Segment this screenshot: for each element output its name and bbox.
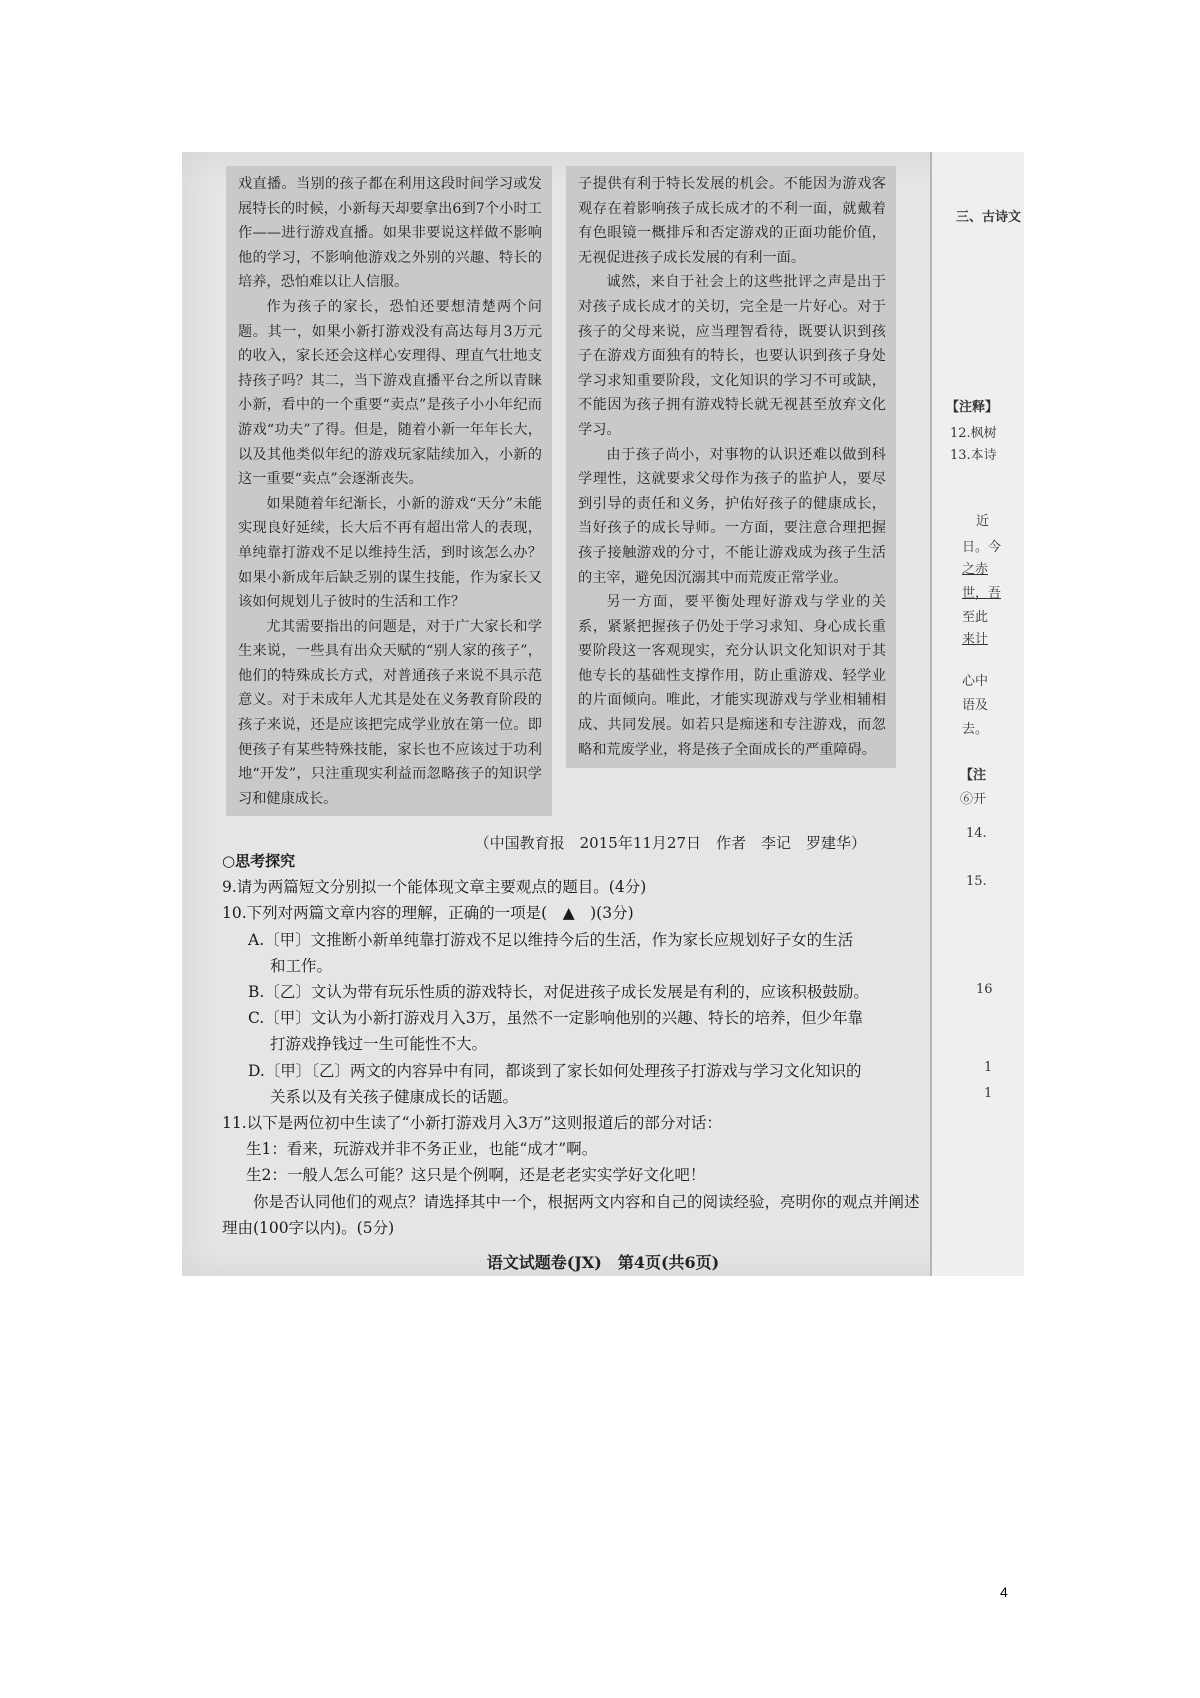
article-paragraph: 作为孩子的家长，恐怕还要想清楚两个问题。其一，如果小新打游戏没有高达每月3万元的收入，家长还会这样心安理得、理直气壮地支持孩子吗？其二，当下游戏直播平台之所以青睐小新，看中的一个重要“卖点”是孩子小小年纪而游戏“功夫”了得。但是，随着小新一年年长大，以及其他类似年纪的游戏玩家陆续加入，小新的这一重要“卖点”会逐渐丧失。	[238, 298, 542, 488]
question-10: 10.下列对两篇文章内容的理解，正确的一项是( ▲ )(3分)	[222, 904, 634, 923]
next-page-fragment: 1	[984, 1060, 993, 1075]
article-paragraph: 尤其需要指出的问题是，对于广大家长和学生来说，一些具有出众天赋的“别人家的孩子”，他们的特殊成长方式，对普通孩子来说不具示范意义。对于未成年人尤其是处在义务教育阶段的孩子来说，还是应该把完成学业放在第一位。即便孩子有某些特殊技能，家长也不应该过于功利地“开发”，只注重现实利益而忽略孩子的知识学习和健康成长。	[238, 618, 542, 807]
question-11-prompt: 你是否认同他们的观点？请选择其中一个，根据两文内容和自己的阅读经验，亮明你的观点并阐述理由(100字以内)。(5分)	[222, 1192, 920, 1237]
article-paragraph: 如果随着年纪渐长，小新的游戏“天分”未能实现良好延续，长大后不再有超出常人的表现，单纯靠打游戏不足以维持生活，到时该怎么办？如果小新成年后缺乏别的谋生技能，作为家长又该如何规划儿子彼时的生活和工作？	[238, 495, 542, 611]
next-page-fragment: 日。今	[962, 540, 1002, 555]
questions-section	[222, 848, 922, 1241]
next-page-fragment: 三、古诗文	[956, 210, 1022, 225]
adjacent-page-edge	[930, 152, 1024, 1276]
page-footer: 语文试题卷(JX) 第4页(共6页)	[486, 1253, 720, 1272]
next-page-fragment: 14.	[966, 826, 987, 841]
article-source-line: （中国教育报 2015年11月27日 作者 李记 罗建华）	[474, 834, 866, 852]
exam-page-photo	[182, 152, 1024, 1276]
option-b: B.〔乙〕文认为带有玩乐性质的游戏特长，对促进孩子成长发展是有利的，应该积极鼓励。	[248, 983, 869, 1002]
article-paragraph: 另一方面，要平衡处理好游戏与学业的关系，紧紧把握孩子仍处于学习求知、身心成长重要阶段这一客观现实，充分认识文化知识对于其他专长的基础性支撑作用，防止重游戏、轻学业的片面倾向。唯此，才能实现游戏与学业相辅相成、共同发展。如若只是痴迷和专注游戏，而忽略和荒废学业，将是孩子全面成长的严重障碍。	[578, 594, 886, 758]
article-jia-continued	[226, 166, 552, 816]
section-title: ○思考探究	[222, 852, 296, 870]
article-paragraph: 子提供有利于特长发展的机会。不能因为游戏客观存在着影响孩子成长成才的不利一面，就戴着有色眼镜一概排斥和否定游戏的正面功能价值，无视促进孩子成长发展的有利一面。	[578, 176, 886, 266]
question-11: 11.以下是两位初中生读了“小新打游戏月入3万”这则报道后的部分对话：	[222, 1114, 722, 1133]
next-page-fragment: 15.	[966, 874, 987, 889]
article-yi-continued	[566, 166, 896, 768]
option-a-wrap: 和工作。	[270, 956, 333, 975]
page-number: 4	[1000, 1584, 1008, 1600]
next-page-fragment: 12.枫树	[950, 426, 997, 441]
next-page-fragment: 至此	[962, 610, 989, 625]
next-page-fragment: 1	[984, 1086, 993, 1101]
next-page-fragment: 之赤	[962, 562, 989, 577]
next-page-fragment: ⑥开	[960, 792, 987, 807]
next-page-fragment: 近	[976, 514, 990, 529]
next-page-fragment: 语及	[962, 698, 989, 713]
article-paragraph: 诚然，来自于社会上的这些批评之声是出于对孩子成长成才的关切，完全是一片好心。对于孩子的父母来说，应当理智看待，既要认识到孩子在游戏方面独有的特长，也要认识到孩子身处学习求知重要阶段，文化知识的学习不可或缺，不能因为孩子拥有游戏特长就无视甚至放弃文化学习。	[578, 274, 886, 438]
option-a: A.〔甲〕文推断小新单纯靠打游戏不足以维持今后的生活，作为家长应规划好子女的生活	[248, 930, 854, 949]
next-page-fragment: 来计	[962, 632, 989, 647]
option-c-wrap: 打游戏挣钱过一生可能性不大。	[270, 1035, 488, 1054]
student-2-line: 生2：一般人怎么可能？这只是个例啊，还是老老实实学好文化吧！	[246, 1166, 706, 1185]
next-page-fragment: 【注	[960, 768, 987, 783]
article-paragraph: 由于孩子尚小，对事物的认识还难以做到科学理性，这就要求父母作为孩子的监护人，要尽到引导的责任和义务，护佑好孩子的健康成长，当好孩子的成长导师。一方面，要注意合理把握孩子接触游戏的分寸，不能让游戏成为孩子生活的主宰，避免因沉溺其中而荒废正常学业。	[578, 446, 886, 586]
article-paragraph: 戏直播。当别的孩子都在利用这段时间学习或发展特长的时候，小新每天却要拿出6到7个小时工作——进行游戏直播。如果非要说这样做不影响他的学习，不影响他游戏之外别的兴趣、特长的培养，恐怕难以让人信服。	[238, 176, 542, 291]
option-c: C.〔甲〕文认为小新打游戏月入3万，虽然不一定影响他别的兴趣、特长的培养，但少年靠	[248, 1009, 864, 1028]
next-page-fragment: 世，吾	[962, 586, 1002, 601]
student-1-line: 生1：看来，玩游戏并非不务正业，也能“成才”啊。	[246, 1140, 598, 1159]
next-page-fragment: 16	[976, 982, 993, 997]
question-9: 9.请为两篇短文分别拟一个能体现文章主要观点的题目。(4分)	[222, 878, 647, 897]
next-page-fragment: 13.本诗	[950, 448, 997, 463]
next-page-fragment: 去。	[962, 722, 989, 737]
option-d-wrap: 关系以及有关孩子健康成长的话题。	[270, 1087, 519, 1106]
option-d: D.〔甲〕〔乙〕两文的内容异中有同，都谈到了家长如何处理孩子打游戏与学习文化知识的	[248, 1061, 862, 1080]
next-page-fragment: 【注释】	[946, 400, 999, 415]
next-page-fragment: 心中	[962, 674, 989, 689]
